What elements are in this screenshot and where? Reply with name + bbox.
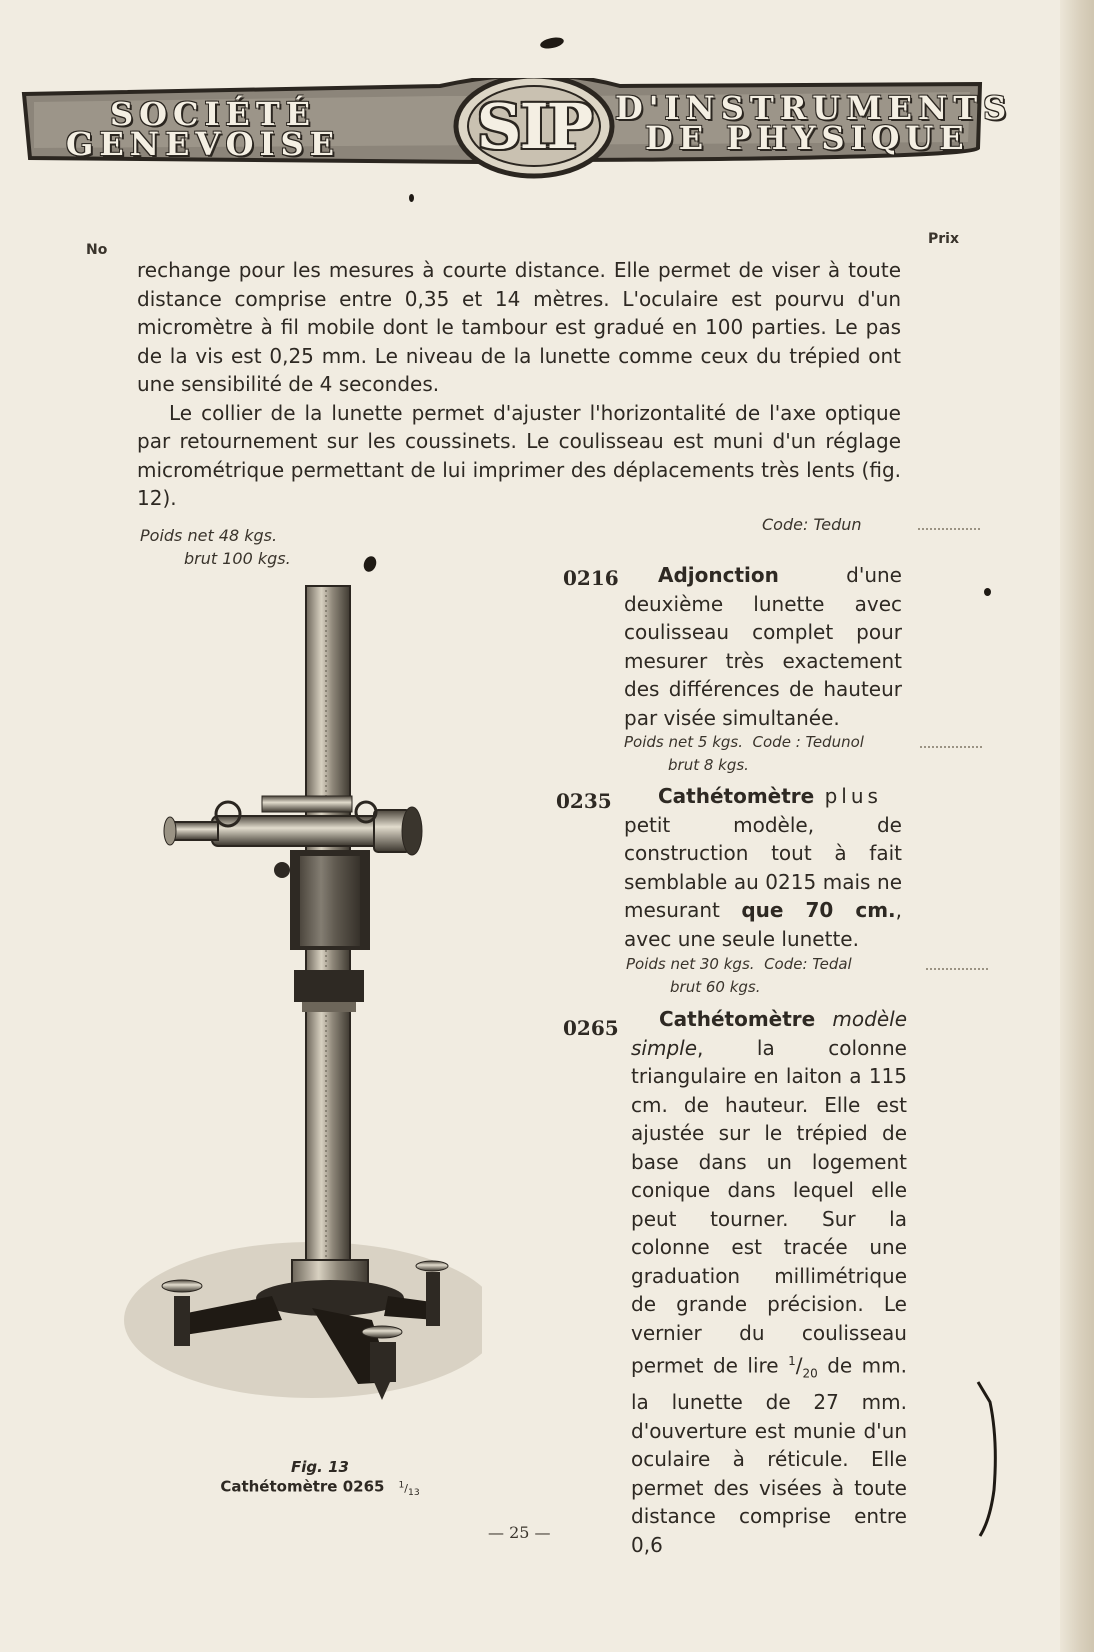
item-0235-weights (626, 953, 852, 999)
item-0265-title: Cathétomètre (659, 1007, 816, 1031)
fraction-numerator: 1 (788, 1354, 796, 1368)
header-line-4: DE PHYSIQUE (645, 119, 970, 157)
figure-scale: $^1/_{13}$ (398, 1479, 420, 1498)
item-0265-body: , la colonne triangulaire en laiton a 115 cm. de hauteur. Elle est ajustée sur le trépied de base dans un logement conique dans lequel elle peut tourner. Sur la colonne est tracée une graduation millimétrique de grande précision. Le vernier du coulisseau permet de lire (631, 1035, 907, 1378)
header-line-2: GENEVOISE (66, 125, 340, 163)
item-0216-title: Adjonction (658, 563, 779, 587)
header-line-1: SOCIÉTÉ (110, 95, 317, 133)
item-number-0216: 0216 (563, 566, 619, 590)
logo: SIP (476, 90, 592, 163)
header-line-3: D'INSTRUMENTS (615, 89, 1013, 127)
item-0235-size: que 70 cm. (741, 898, 896, 922)
ink-spot (984, 588, 991, 596)
item-0216-weights (624, 731, 864, 777)
header-banner (20, 78, 1013, 182)
item-0265-paragraph: Cathétomètre modèle simple, la colonne triangulaire en laiton a 115 cm. de hauteur. Elle est ajustée sur le trépied de base dans un logement conique dans lequel elle peut tourner. Sur la colonne est tracée une graduation millimétrique de grande précision. Le vernier du coulisseau permet de lire $^1/_{20}$ de mm. la lunette de 27 mm. d'ouverture est munie d'un oculaire à réticule. Elle permet des visées à toute distance comprise entre 0,6 (631, 1007, 907, 1557)
figure-title-row (200, 1476, 440, 1502)
scale-denominator: 13 (408, 1486, 420, 1498)
item-0235-paragraph (624, 811, 902, 954)
price-dots (926, 968, 988, 970)
price-dots (918, 528, 980, 530)
item-0265-text (631, 1005, 907, 1559)
item-0216-weight-net: Poids net 5 kgs. (624, 733, 743, 751)
price-dots (920, 746, 982, 748)
item-0265-body-2: de mm. la lunette de 27 mm. d'ouverture est munie d'un oculaire à réticule. Elle permet des visées à toute distance comprise entre 0,6 (631, 1353, 907, 1557)
figure-caption (200, 1458, 440, 1502)
intro-text (137, 256, 901, 513)
weight-gross: brut 100 kgs. (184, 549, 291, 568)
figure-label: Fig. 13 (291, 1458, 349, 1476)
item-0235-title-rest: plus (814, 784, 882, 808)
item-0235-weight-net: Poids net 30 kgs. (626, 955, 755, 973)
scale-numerator: 1 (398, 1479, 405, 1490)
item-0216-paragraph (624, 561, 902, 732)
weight-net: Poids net 48 kgs. (140, 526, 278, 545)
item-0216-code: Code : Tedunol (752, 733, 864, 751)
item-0216-body: d'une deuxième lunette avec coulisseau complet pour mesurer très exactement des différences de hauteur par visée simultanée. (624, 563, 902, 730)
item-0235-code: Code: Tedal (764, 955, 852, 973)
page-edge (1060, 0, 1094, 1652)
ink-spot (409, 194, 414, 202)
item-0235-weight-gross: brut 60 kgs. (670, 978, 761, 996)
cathetometer-figure (122, 560, 482, 1460)
fraction-denominator: 20 (802, 1366, 818, 1381)
item-number-0235: 0235 (556, 789, 612, 813)
intro-code: Code: Tedun (762, 515, 862, 534)
item-0235-body-2: , avec une seule lunette. (624, 898, 902, 951)
ink-spot (539, 36, 565, 51)
item-0235-title: Cathétomètre (658, 784, 815, 808)
item-0235-text (624, 782, 902, 953)
item-number-0265: 0265 (563, 1016, 619, 1040)
item-0216-text (624, 561, 902, 732)
item-0265-model: modèle simple (631, 1007, 907, 1060)
item-0235-body: petit modèle, de construction tout à fait semblable au 0215 mais ne mesurant (624, 812, 902, 922)
page-number: — 25 — (488, 1523, 551, 1542)
intro-paragraph-1: rechange pour les mesures à courte distance. Elle permet de viser à toute distance comprise entre 0,35 et 14 mètres. L'oculaire est pourvu d'un micromètre à fil mobile dont le tambour est gradué en 100 parties. Le pas de la vis est 0,25 mm. Le niveau de la lunette comme ceux du trépied ont une sensibilité de 4 secondes. (137, 258, 901, 396)
margin-thread (968, 1380, 1018, 1540)
number-column-label: No (86, 242, 108, 258)
item-0235-title-line (624, 782, 902, 811)
item-0216-weight-gross: brut 8 kgs. (668, 756, 749, 774)
cathetometer-illustration (122, 560, 482, 1460)
figure-title: Cathétomètre 0265 (220, 1477, 385, 1496)
price-column-label: Prix (928, 231, 959, 247)
intro-paragraph-2: Le collier de la lunette permet d'ajuster l'horizontalité de l'axe optique par retournement sur les coussinets. Le coulisseau est muni d'un réglage micrométrique permettant de lui imprimer des déplacements très lents (fig. 12). (137, 400, 901, 510)
